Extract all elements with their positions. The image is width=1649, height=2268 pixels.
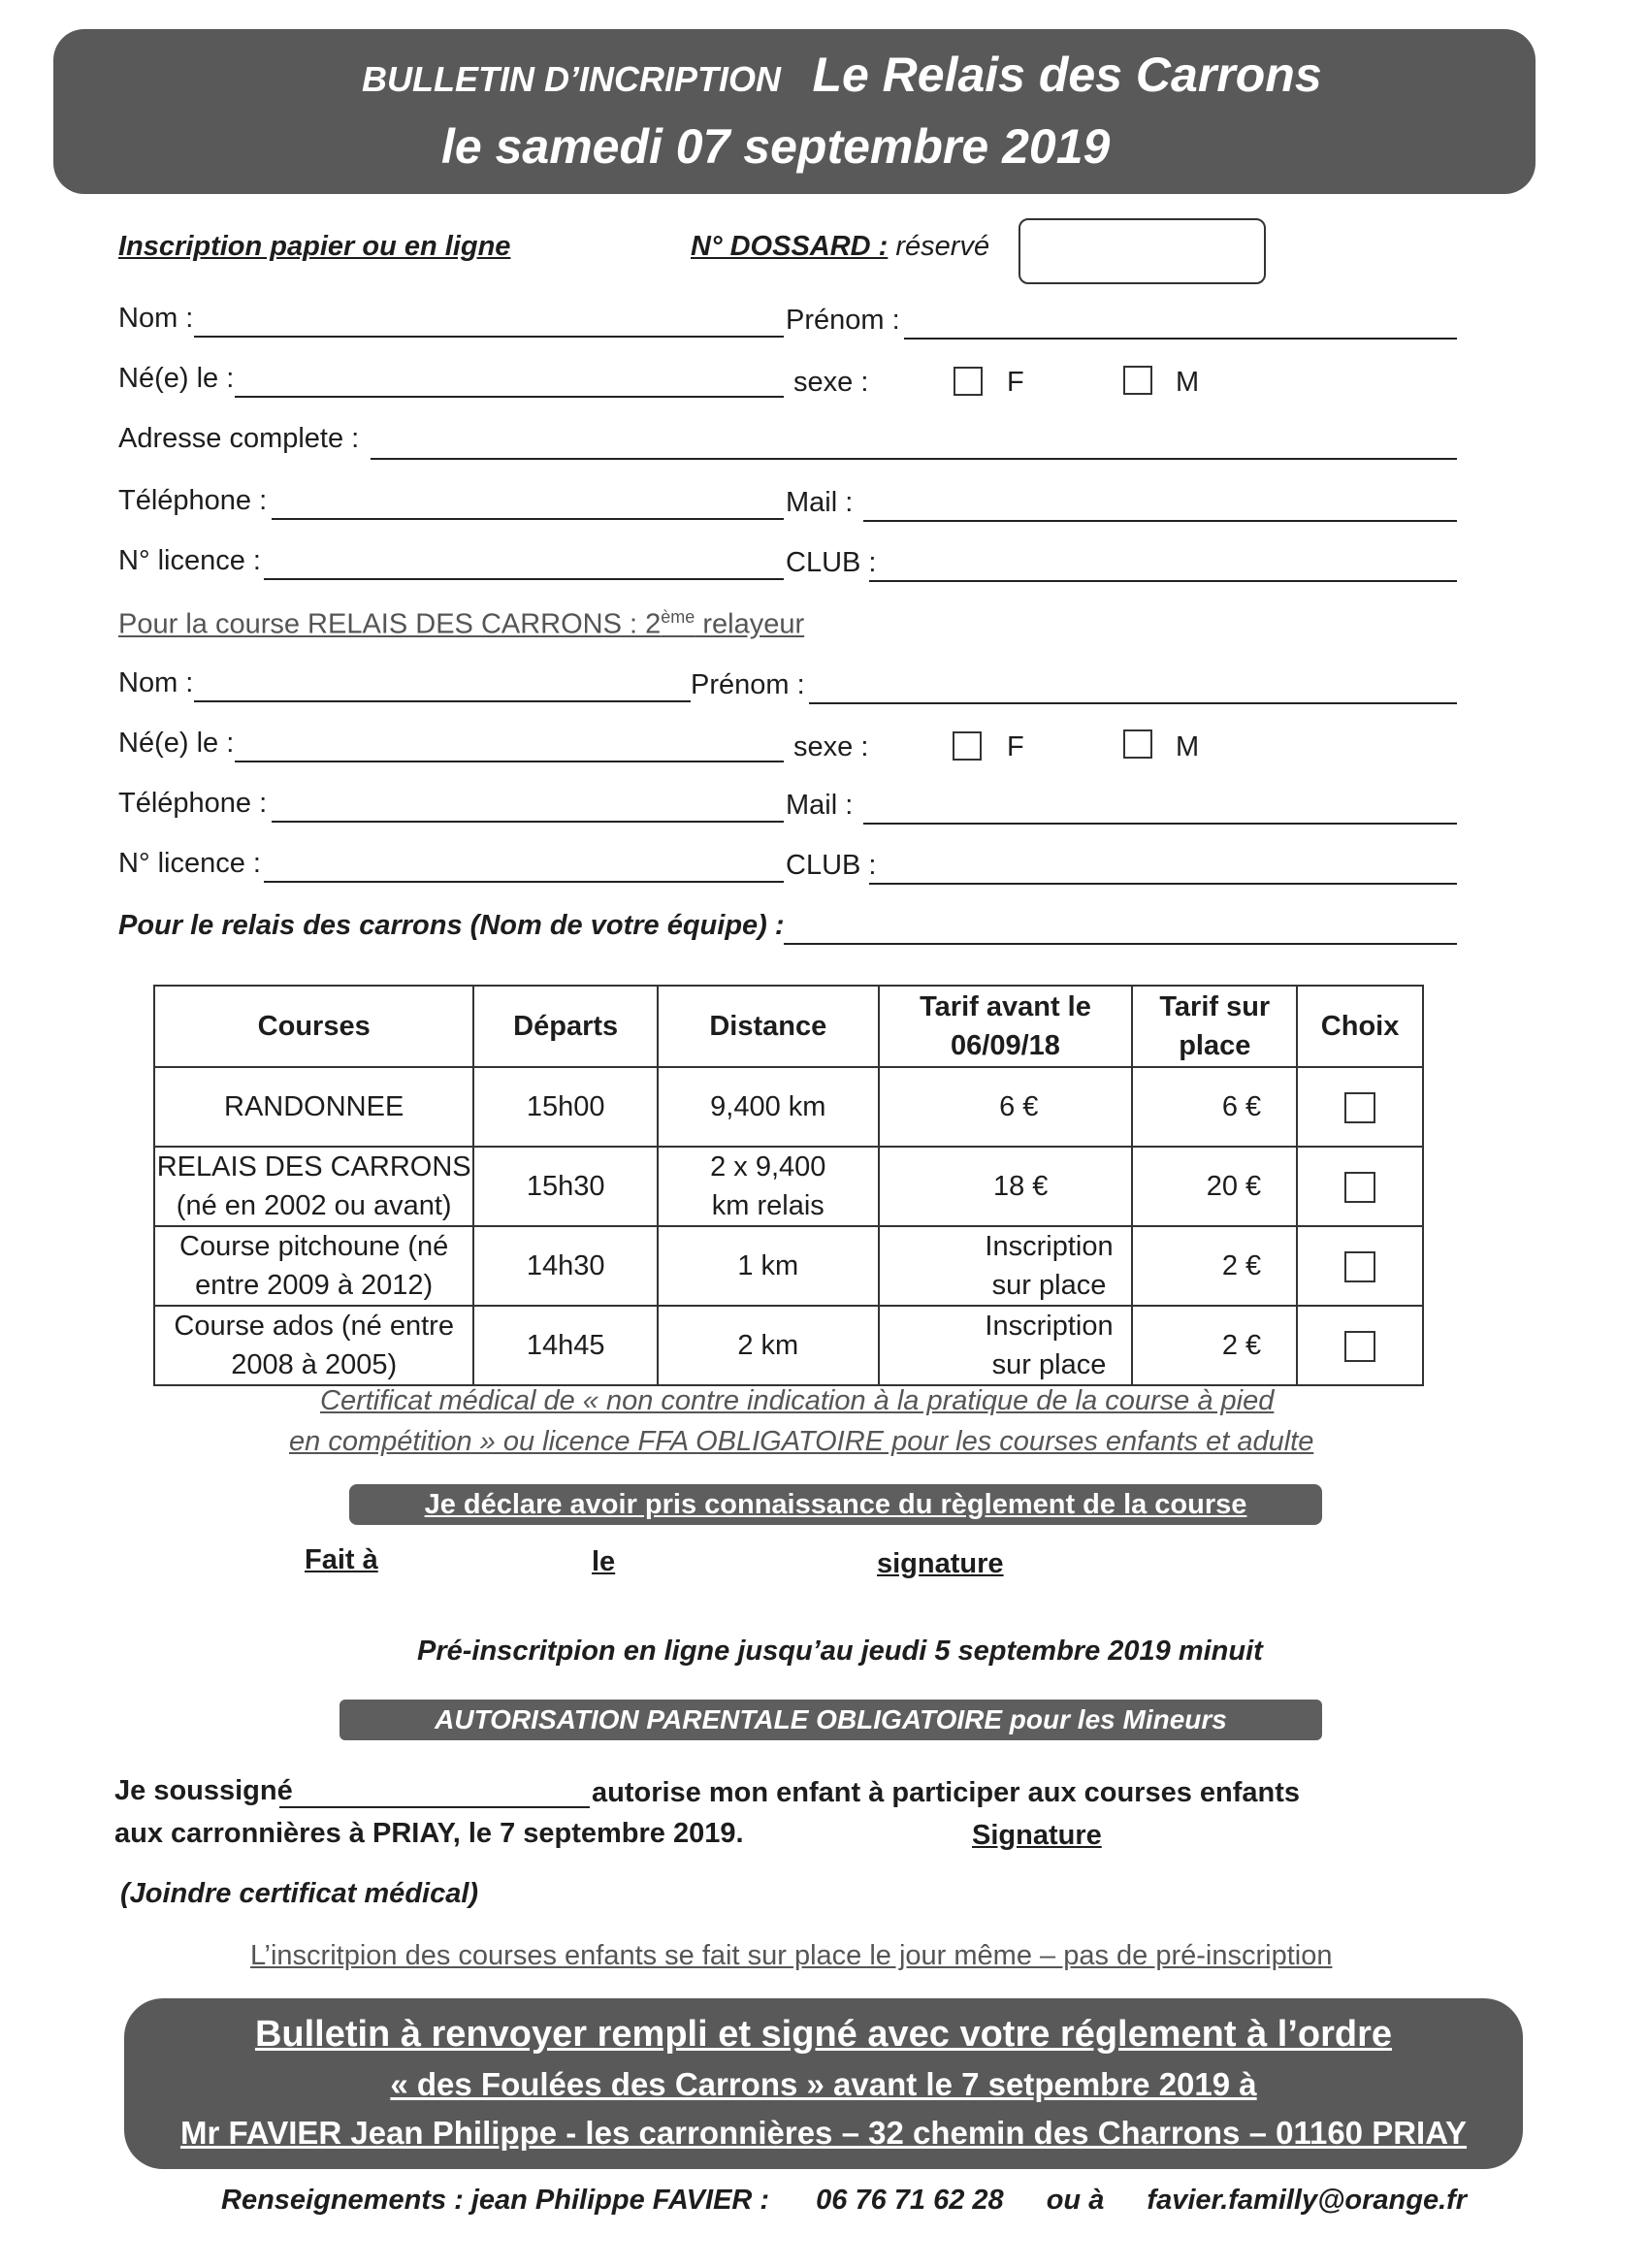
column-header: Courses: [154, 986, 473, 1067]
course-depart: 14h30: [473, 1226, 658, 1306]
club-label: CLUB :: [786, 547, 877, 578]
table-row: [154, 1067, 1423, 1147]
footer-banner: [124, 1998, 1523, 2169]
relay-sexe-f-label: F: [1007, 731, 1024, 762]
birthdate-field[interactable]: [235, 396, 784, 398]
licence-field[interactable]: [264, 578, 784, 580]
relay-club-field[interactable]: [869, 883, 1457, 885]
relay-prenom-field[interactable]: [809, 702, 1457, 704]
footer-line3: Mr FAVIER Jean Philippe - les carronnières – 32 chemin des Charrons – 01160 PRIAY: [179, 2115, 1468, 2151]
course-distance: 1 km: [658, 1226, 879, 1306]
telephone-field[interactable]: [272, 518, 784, 520]
relay-telephone-label: Téléphone :: [118, 788, 268, 819]
joindre-certificat: (Joindre certificat médical): [120, 1878, 479, 1909]
adresse-label: Adresse complete :: [118, 423, 360, 454]
column-header: Tarif sur place: [1132, 986, 1297, 1067]
bulletin-label: BULLETIN D’INCRIPTION: [362, 59, 781, 99]
relay-heading: Pour la course RELAIS DES CARRONS : 2ème relayeur: [118, 607, 805, 640]
registration-mode: Inscription papier ou en ligne: [118, 231, 511, 262]
course-tarif-place: 6 €: [1132, 1067, 1297, 1147]
course-name: RANDONNEE: [154, 1067, 473, 1147]
choix-cell: [1297, 1306, 1423, 1385]
le-label: le: [592, 1546, 616, 1577]
licence-label: N° licence :: [118, 545, 261, 576]
dossard-label: N° DOSSARD :: [691, 231, 889, 262]
course-tarif-place: 2 €: [1132, 1306, 1297, 1385]
sexe-f-label: F: [1007, 367, 1024, 398]
sexe-m-checkbox[interactable]: [1123, 366, 1152, 395]
course-tarif-place: 20 €: [1132, 1147, 1297, 1226]
table-row: [154, 1306, 1423, 1385]
course-name: Course ados (né entre 2008 à 2005): [154, 1306, 473, 1385]
event-title: Le Relais des Carrons: [812, 48, 1322, 102]
declaration-bar: Je déclare avoir pris connaissance du règlement de la course: [349, 1484, 1322, 1525]
relay-mail-label: Mail :: [786, 790, 854, 821]
je-soussigne-label: Je soussigné: [114, 1775, 293, 1806]
course-distance: 9,400 km: [658, 1067, 879, 1147]
sexe-f-checkbox[interactable]: [954, 367, 983, 396]
column-header: Choix: [1297, 986, 1423, 1067]
relay-telephone-field[interactable]: [272, 821, 784, 823]
table-row: [154, 1147, 1423, 1226]
autorise-text: autorise mon enfant à participer aux courses enfants: [592, 1777, 1301, 1808]
course-depart: 15h30: [473, 1147, 658, 1226]
relay-birthdate-field[interactable]: [235, 761, 784, 762]
column-header: Distance: [658, 986, 879, 1067]
course-tarif-avant: 18 €: [879, 1147, 1133, 1226]
contact-label: Renseignements : jean Philippe FAVIER :: [221, 2185, 770, 2216]
team-label: Pour le relais des carrons (Nom de votre équipe) :: [118, 910, 785, 941]
relay-licence-field[interactable]: [264, 881, 784, 883]
courses-table: [153, 985, 1424, 1386]
parental-signature-label: Signature: [972, 1820, 1102, 1851]
relay-prenom-label: Prénom :: [691, 669, 805, 700]
relay-mail-field[interactable]: [863, 823, 1457, 825]
header-banner: [53, 29, 1536, 194]
parental-line2: aux carronnières à PRIAY, le 7 septembre 2019.: [114, 1818, 744, 1849]
contact-or: ou à: [1046, 2185, 1105, 2216]
footer-line2: « des Foulées des Carrons » avant le 7 setpembre 2019 à: [390, 2066, 1257, 2102]
choix-checkbox[interactable]: [1344, 1092, 1375, 1123]
nom-field[interactable]: [194, 336, 784, 338]
table-header-row: [154, 986, 1423, 1067]
relay-sexe-m-label: M: [1176, 731, 1200, 762]
sexe-m-label: M: [1176, 367, 1200, 398]
choix-checkbox[interactable]: [1344, 1251, 1375, 1282]
preinscription-note: Pré-inscritpion en ligne jusqu’au jeudi 5 septembre 2019 minuit: [417, 1636, 1263, 1667]
telephone-label: Téléphone :: [118, 485, 268, 516]
birthdate-label: Né(e) le :: [118, 363, 235, 394]
relay-licence-label: N° licence :: [118, 848, 261, 879]
column-header: Départs: [473, 986, 658, 1067]
choix-cell: [1297, 1067, 1423, 1147]
course-distance: 2 x 9,400 km relais: [658, 1147, 879, 1226]
relay-sexe-label: sexe :: [793, 731, 869, 762]
choix-checkbox[interactable]: [1344, 1172, 1375, 1203]
relay-nom-label: Nom :: [118, 667, 194, 698]
contact-row: [221, 2185, 1467, 2217]
contact-email[interactable]: favier.familly@orange.fr: [1147, 2185, 1468, 2216]
club-field[interactable]: [869, 580, 1457, 582]
children-note: L’inscritpion des courses enfants se fait sur place le jour même – pas de pré-inscription: [250, 1940, 1333, 1971]
course-depart: 14h45: [473, 1306, 658, 1385]
mail-label: Mail :: [786, 487, 854, 518]
relay-sexe-m-checkbox[interactable]: [1123, 729, 1152, 759]
nom-label: Nom :: [118, 303, 194, 334]
course-name: RELAIS DES CARRONS (né en 2002 ou avant): [154, 1147, 473, 1226]
course-tarif-avant: Inscription sur place: [879, 1226, 1133, 1306]
contact-phone: 06 76 71 62 28: [816, 2185, 1004, 2216]
table-row: [154, 1226, 1423, 1306]
course-name: Course pitchoune (né entre 2009 à 2012): [154, 1226, 473, 1306]
course-tarif-avant: Inscription sur place: [879, 1306, 1133, 1385]
course-tarif-avant: 6 €: [879, 1067, 1133, 1147]
choix-cell: [1297, 1226, 1423, 1306]
adresse-field[interactable]: [371, 458, 1457, 460]
prenom-label: Prénom :: [786, 305, 900, 336]
course-tarif-place: 2 €: [1132, 1226, 1297, 1306]
mail-field[interactable]: [863, 520, 1457, 522]
relay-club-label: CLUB :: [786, 850, 877, 881]
course-depart: 15h00: [473, 1067, 658, 1147]
prenom-field[interactable]: [904, 338, 1457, 340]
signature-label: signature: [877, 1548, 1004, 1579]
certificat-line1: Certificat médical de « non contre indication à la pratique de la course à pied: [320, 1385, 1275, 1416]
autorisation-rest: pour les Mineurs: [1002, 1704, 1227, 1734]
fait-a-label: Fait à: [305, 1544, 378, 1575]
dossard-note: réservé: [895, 231, 990, 262]
autorisation-bold: AUTORISATION PARENTALE OBLIGATOIRE: [435, 1704, 1003, 1734]
choix-checkbox[interactable]: [1344, 1331, 1375, 1362]
autorisation-bar: [340, 1700, 1322, 1740]
team-name-field[interactable]: [784, 943, 1457, 945]
choix-cell: [1297, 1147, 1423, 1226]
relay-sexe-f-checkbox[interactable]: [953, 731, 982, 761]
column-header: Tarif avant le 06/09/18: [879, 986, 1133, 1067]
sexe-label: sexe :: [793, 367, 869, 398]
footer-line1: Bulletin à renvoyer rempli et signé avec votre réglement à l’ordre: [254, 2014, 1393, 2055]
event-date: le samedi 07 septembre 2019: [441, 119, 1111, 174]
relay-nom-field[interactable]: [194, 700, 691, 702]
relay-birthdate-label: Né(e) le :: [118, 728, 235, 759]
certificat-line2: en compétition » ou licence FFA OBLIGATOIRE pour les courses enfants et adulte: [289, 1426, 1314, 1457]
soussigne-name-field[interactable]: [279, 1806, 590, 1808]
course-distance: 2 km: [658, 1306, 879, 1385]
dossard-box[interactable]: [1018, 218, 1266, 284]
